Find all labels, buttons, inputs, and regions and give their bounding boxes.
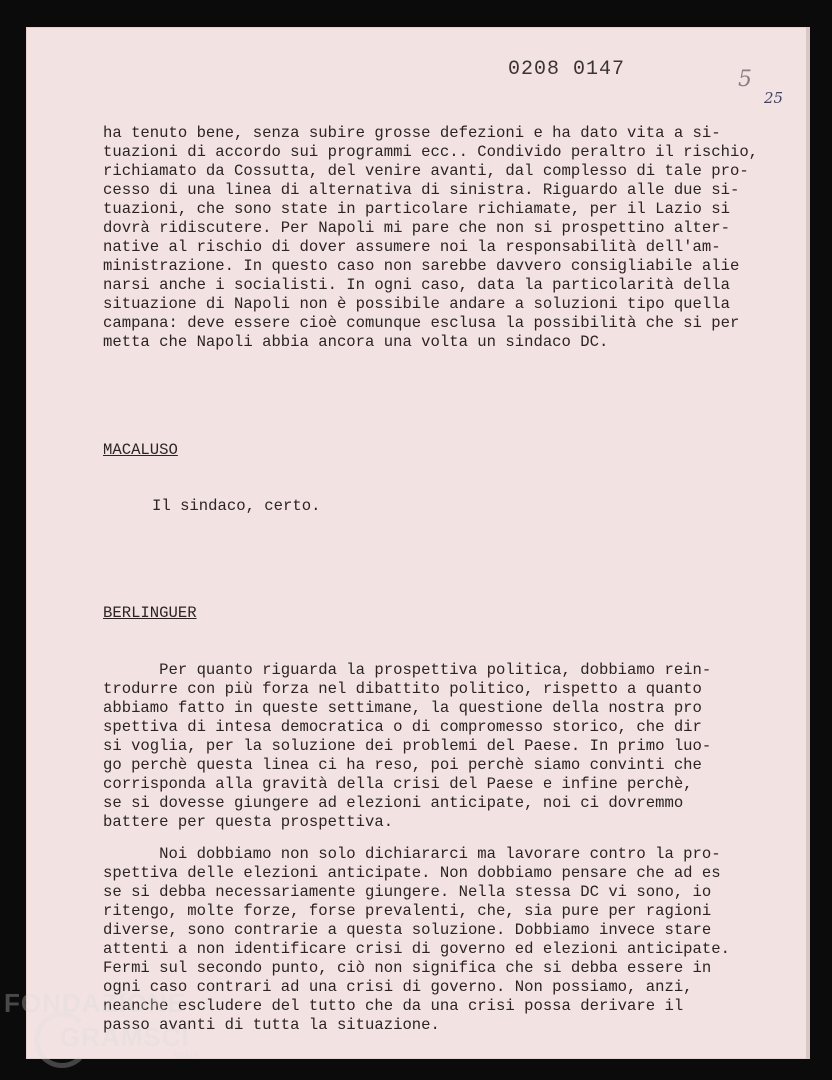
text-line: trodurre con più forza nel dibattito politico, rispetto a quanto xyxy=(103,680,702,698)
text-line: Fermi sul secondo punto, ciò non significa che si debba essere in xyxy=(103,959,712,977)
text-line: spettiva delle elezioni anticipate. Non dobbiamo pensare che ad es xyxy=(103,864,721,882)
text-line: se si dovesse giungere ad elezioni anticipate, noi ci dovremmo xyxy=(103,794,684,812)
text-line: ritengo, molte forze, forse prevalenti, che, sia pure per ragioni xyxy=(103,902,712,920)
text-line: spettiva di intesa democratica o di compromesso storico, che dir xyxy=(103,718,702,736)
text-line: neanche escludere del tutto che da una crisi possa derivare il xyxy=(103,997,684,1015)
text-line: Per quanto riguarda la prospettiva politica, dobbiamo rein- xyxy=(103,661,712,679)
text-line: dovrà ridiscutere. Per Napoli mi pare che non si prospettino alter- xyxy=(103,219,730,237)
text-line: abbiamo fatto in queste settimane, la questione della nostra pro xyxy=(103,699,702,717)
watermark-line-1: FONDAZIONE xyxy=(4,988,186,1018)
text-line: ha tenuto bene, senza subire grosse defezioni e ha dato vita a si- xyxy=(103,124,721,142)
watermark-line-3: onlus xyxy=(174,1050,198,1061)
text-line: battere per questa prospettiva. xyxy=(103,813,394,831)
text-line: si voglia, per la soluzione dei problemi del Paese. In primo luo- xyxy=(103,737,712,755)
page-edge xyxy=(806,27,810,1059)
text-line: passo avanti di tutta la situazione. xyxy=(103,1016,440,1034)
text-line: narsi anche i socialisti. In ogni caso, data la particolarità della xyxy=(103,276,730,294)
text-line: diverse, sono contrarie a questa soluzione. Dobbiamo invece stare xyxy=(103,921,712,939)
speaker-text: Il sindaco, certo. xyxy=(152,497,321,515)
text-line: corrisponda alla gravità della crisi del Paese e infine perchè, xyxy=(103,775,693,793)
text-line: richiamato da Cossutta, del venire avanti, dal complesso di tale pro- xyxy=(103,162,749,180)
text-line: tuazioni di accordo sui programmi ecc.. Condivido peraltro il rischio, xyxy=(103,143,759,161)
watermark-line-2: GRAMSCI xyxy=(60,1022,190,1052)
speaker-heading: MACALUSO xyxy=(103,441,178,459)
text-line: campana: deve essere cioè comunque esclusa la possibilità che si per xyxy=(103,314,740,332)
text-line: cesso di una linea di alternativa di sinistra. Riguardo alle due si- xyxy=(103,181,740,199)
text-line: attenti a non identificare crisi di governo ed elezioni anticipate. xyxy=(103,940,730,958)
text-line: metta che Napoli abbia ancora una volta un sindaco DC. xyxy=(103,333,609,351)
archive-number: 0208 0147 xyxy=(508,58,626,81)
text-line: native al rischio di dover assumere noi la responsabilità dell'am- xyxy=(103,238,721,256)
speaker-heading: BERLINGUER xyxy=(103,604,197,622)
text-line: go perchè questa linea ci ha reso, poi perchè siamo convinti che xyxy=(103,756,702,774)
handwritten-page-number: 5 xyxy=(738,67,752,92)
text-line: situazione di Napoli non è possibile andare a soluzioni tipo quella xyxy=(103,295,730,313)
text-line: ministrazione. In questo caso non sarebbe davvero consigliabile alie xyxy=(103,257,740,275)
handwritten-sheet-number: 25 xyxy=(764,89,784,107)
text-line: se si debba necessariamente giungere. Nella stessa DC vi sono, io xyxy=(103,883,712,901)
text-line: ogni caso contrari ad una crisi di governo. Non possiamo, anzi, xyxy=(103,978,693,996)
text-line: tuazioni, che sono state in particolare richiamate, per il Lazio si xyxy=(103,200,730,218)
text-line: Noi dobbiamo non solo dichiararci ma lavorare contro la pro- xyxy=(103,845,721,863)
